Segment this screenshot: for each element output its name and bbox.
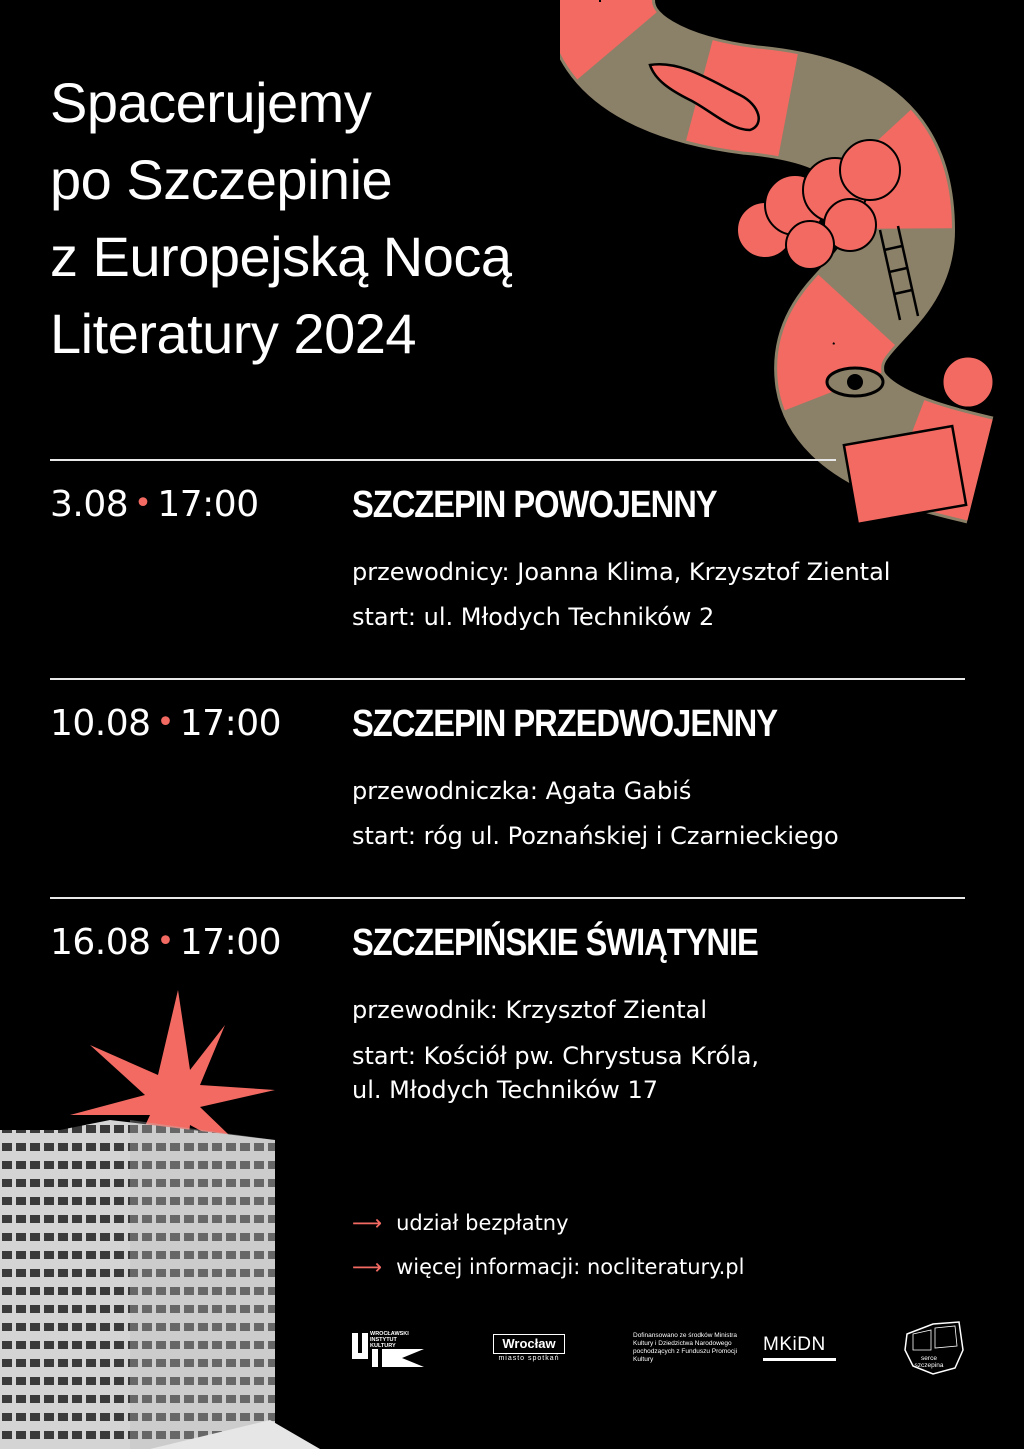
free-entry-note — [352, 1211, 569, 1235]
walk-guides: przewodniczka: Agata Gabiś — [352, 777, 692, 805]
wik-logo-text: WROCŁAWSKI INSTYTUT KULTURY — [370, 1331, 409, 1349]
walk-date: 16.08 — [50, 922, 151, 963]
walk-start: start: ul. Młodych Techników 2 — [352, 603, 715, 631]
wroclaw-logo-sub: miasto spotkań — [498, 1355, 560, 1362]
walk-date-time — [50, 703, 281, 744]
more-info-note — [352, 1255, 744, 1279]
wroclaw-logo — [493, 1334, 565, 1364]
apartment-building-image — [0, 1120, 320, 1449]
free-entry-text: udział bezpłatny — [396, 1211, 569, 1235]
mkidn-underline — [763, 1358, 836, 1361]
walk-date: 10.08 — [50, 703, 151, 744]
walk-time: 17:00 — [179, 703, 282, 744]
eye-icon — [827, 368, 883, 396]
bullet-dot-icon: • — [134, 486, 152, 521]
walk-start: start: Kościół pw. Chrystusa Króla, — [352, 1042, 760, 1070]
funding-note: Dofinansowano ze środków Ministra Kultury i Dziedzictwa Narodowego pochodzących z Funduszu Promocji Kultury — [633, 1332, 738, 1363]
walk-guides: przewodnicy: Joanna Klima, Krzysztof Ziental — [352, 558, 891, 586]
wroclaw-logo-text: Wrocław — [493, 1334, 565, 1354]
walk-start: start: róg ul. Poznańskiej i Czarnieckiego — [352, 822, 839, 850]
sun-icon — [942, 356, 994, 408]
walk-guides: przewodnik: Krzysztof Ziental — [352, 996, 708, 1024]
wik-logo — [352, 1331, 427, 1369]
board-square — [844, 426, 966, 524]
divider — [50, 897, 965, 899]
page-title: Spacerujemy po Szczepinie z Europejską Nocą Literatury 2024 — [50, 71, 512, 365]
divider — [50, 678, 965, 680]
serce-szczepina-logo — [903, 1320, 965, 1376]
walk-date: 3.08 — [50, 484, 129, 525]
divider — [50, 459, 836, 461]
walk-date-time — [50, 922, 281, 963]
walk-time: 17:00 — [157, 484, 259, 525]
arrow-right-icon: ⟶ — [352, 1255, 383, 1279]
walk-title: SZCZEPIN PRZEDWOJENNY — [352, 703, 778, 745]
walk-start-line-2: ul. Młodych Techników 17 — [352, 1076, 658, 1104]
walk-date-time — [50, 484, 259, 525]
more-info-link[interactable]: więcej informacji: nocliteratury.pl — [396, 1255, 745, 1279]
walk-title: SZCZEPIN POWOJENNY — [352, 484, 717, 526]
walk-time: 17:00 — [179, 922, 282, 963]
bullet-dot-icon: • — [156, 924, 174, 959]
mkidn-logo — [763, 1334, 836, 1361]
bullet-dot-icon: • — [156, 705, 174, 740]
mkidn-logo-text: MKiDN — [763, 1334, 826, 1355]
arrow-right-icon: ⟶ — [352, 1211, 383, 1235]
walk-title: SZCZEPIŃSKIE ŚWIĄTYNIE — [352, 922, 758, 964]
serce-logo-text: serce szczepina — [914, 1355, 944, 1369]
